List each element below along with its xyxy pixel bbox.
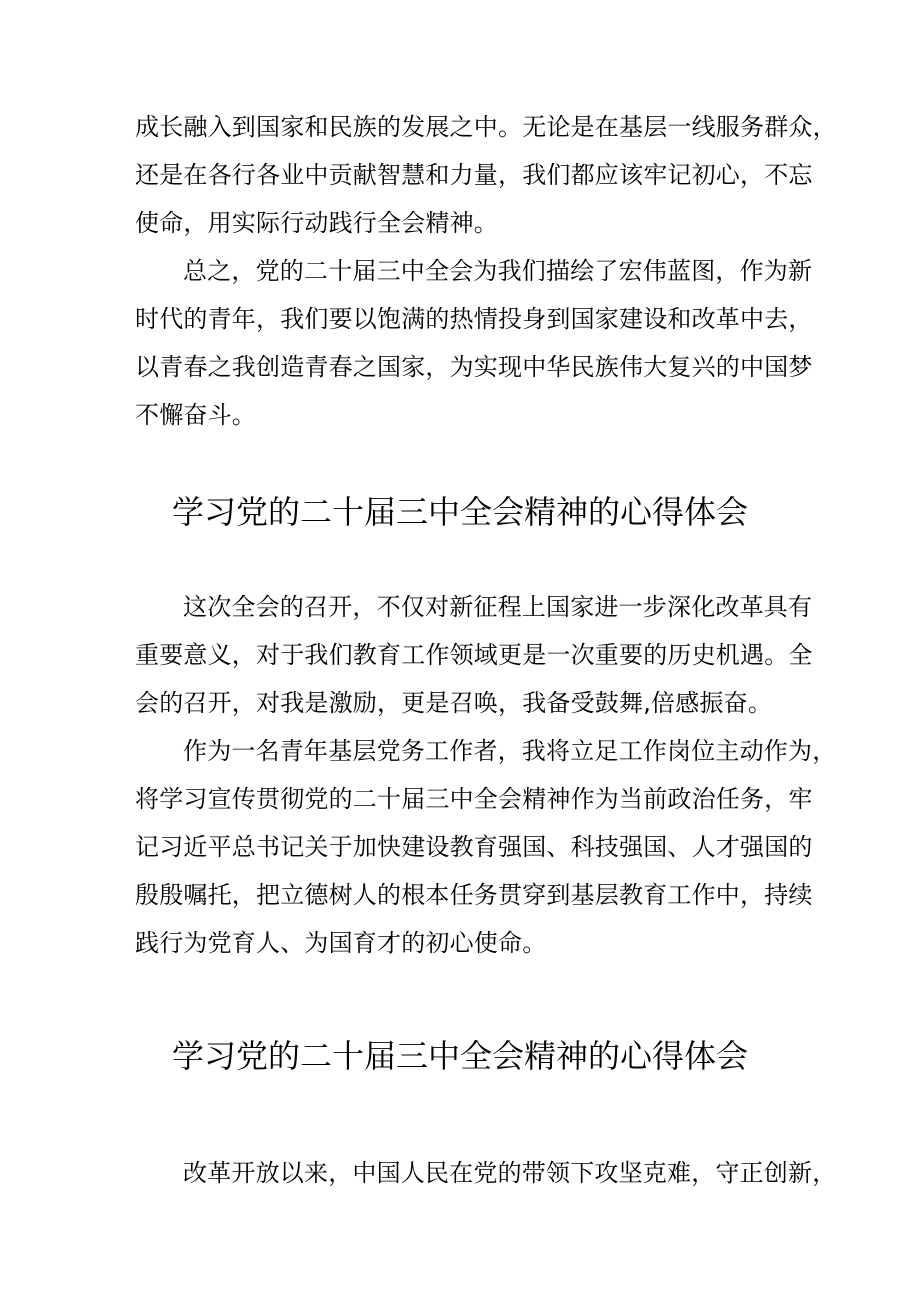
section-heading: 学习党的二十届三中全会精神的心得体会 bbox=[171, 493, 748, 531]
text-line: 作为一名青年基层党务工作者，我将立足工作岗位主动作为， bbox=[183, 737, 837, 765]
text-line: 会的召开，对我是激励，更是召唤，我备受鼓舞,倍感振奋。 bbox=[135, 689, 773, 717]
text-line: 使命，用实际行动践行全会精神。 bbox=[135, 209, 498, 237]
text-line: 不懈奋斗。 bbox=[135, 401, 256, 429]
section-heading: 学习党的二十届三中全会精神的心得体会 bbox=[171, 1037, 748, 1075]
text-line: 践行为党育人、为国育才的初心使命。 bbox=[135, 929, 547, 957]
text-line: 这次全会的召开，不仅对新征程上国家进一步深化改革具有 bbox=[183, 593, 813, 621]
text-line: 重要意义，对于我们教育工作领域更是一次重要的历史机遇。全 bbox=[135, 641, 813, 669]
text-line: 以青春之我创造青春之国家，为实现中华民族伟大复兴的中国梦 bbox=[135, 353, 813, 381]
text-line: 总之，党的二十届三中全会为我们描绘了宏伟蓝图，作为新 bbox=[183, 257, 813, 285]
text-line: 还是在各行各业中贡献智慧和力量，我们都应该牢记初心，不忘 bbox=[135, 161, 813, 189]
text-line: 记习近平总书记关于加快建设教育强国、科技强国、人才强国的 bbox=[135, 833, 813, 861]
text-line: 将学习宣传贯彻党的二十届三中全会精神作为当前政治任务，牢 bbox=[135, 785, 813, 813]
text-line: 改革开放以来，中国人民在党的带领下攻坚克难，守正创新， bbox=[183, 1159, 837, 1187]
text-line: 成长融入到国家和民族的发展之中。无论是在基层一线服务群众， bbox=[135, 113, 837, 141]
text-line: 时代的青年，我们要以饱满的热情投身到国家建设和改革中去， bbox=[135, 305, 813, 333]
text-line: 殷殷嘱托，把立德树人的根本任务贯穿到基层教育工作中，持续 bbox=[135, 881, 813, 909]
